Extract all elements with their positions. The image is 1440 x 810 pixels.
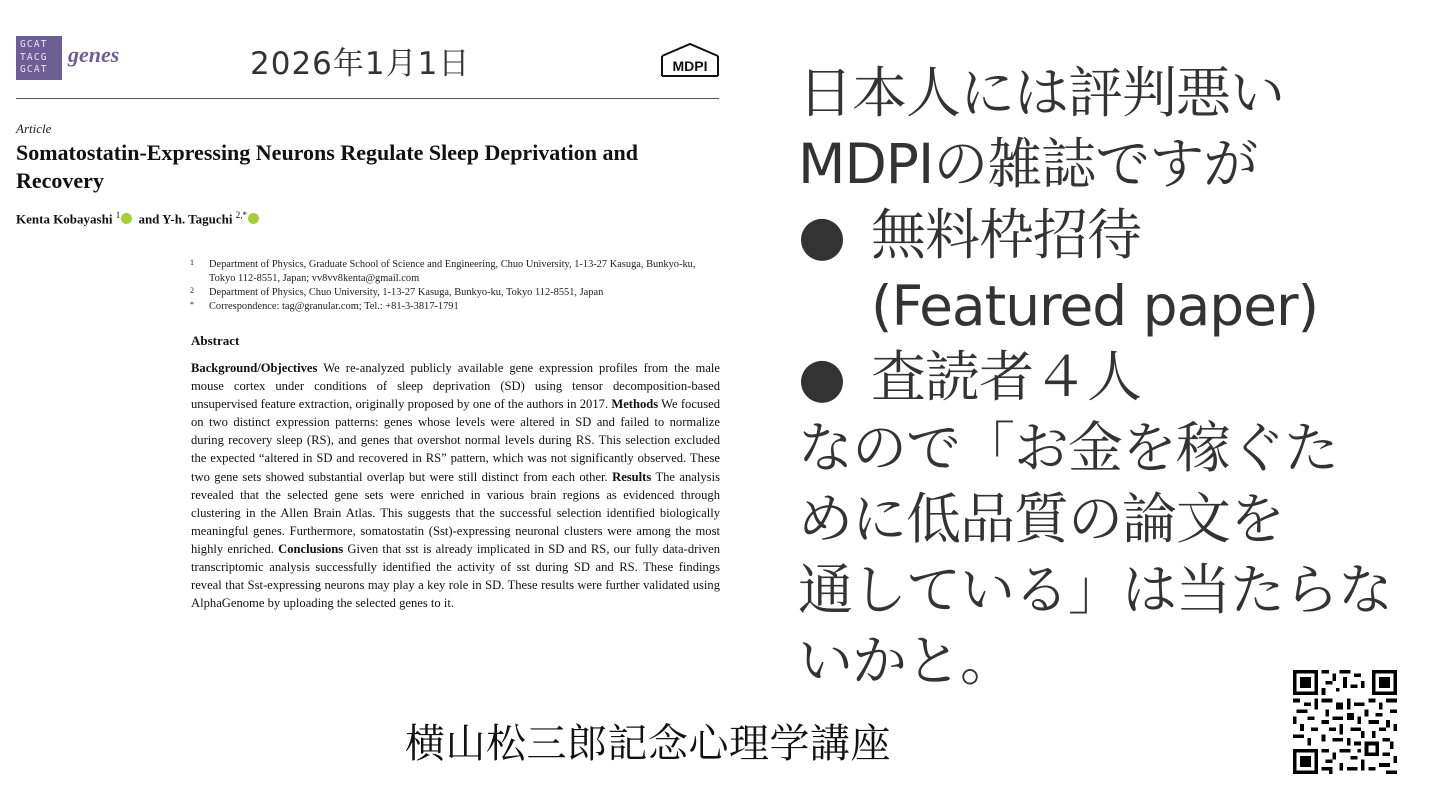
affiliation-text: Department of Physics, Graduate School of Science and Engineering, Chuo University, 1-13-27 Kasuga, Bunkyo-ku, Tokyo 112-8551, Japan; vv8vv8kenta@gmail.com: [209, 259, 696, 284]
affiliation-item: [190, 258, 720, 286]
abstract-bg-text: We re-analyzed publicly available gene expression profiles from the male mouse cortex under conditions of sleep deprivation (SD) using tensor decomposition-based unsupervised feature extraction, originally proposed by one of the authors in 2017.: [191, 361, 720, 412]
abstract-body: [191, 359, 720, 612]
author-affil-mark: 1: [115, 210, 121, 220]
paper-title: Somatostatin-Expressing Neurons Regulate Sleep Deprivation and Recovery: [16, 140, 638, 193]
abstract-methods-label: Methods: [611, 397, 659, 412]
abstract-heading: Abstract: [191, 333, 240, 348]
logo-row: TACG: [20, 51, 48, 63]
message-line: MDPIの雑誌ですが: [798, 132, 1258, 196]
affiliation-item: [190, 300, 720, 314]
date-stamp: 2026年1月1日: [250, 46, 471, 82]
author-affil-mark: 2,*: [235, 210, 248, 220]
qr-code-icon[interactable]: [1293, 670, 1397, 774]
bullet-icon: ●: [798, 203, 845, 267]
affiliation-mark: 2: [190, 286, 194, 295]
affiliation-mark: *: [190, 300, 194, 309]
article-type: Article: [16, 121, 52, 136]
message-line: 日本人には評判悪い: [798, 61, 1285, 125]
bullet-text: 査読者４人: [871, 345, 1142, 409]
message-line: いかと。: [798, 629, 1015, 693]
bullet-text: 無料枠招待: [871, 203, 1142, 267]
journal-name: genes: [68, 42, 120, 67]
message-line: なので「お金を稼ぐた: [798, 416, 1339, 480]
author-name: Kenta Kobayashi: [16, 211, 113, 227]
affiliation-list: [190, 258, 720, 314]
affiliation-mark: 1: [190, 258, 194, 267]
abstract-bg-label: Background/Objectives: [191, 361, 318, 375]
bullet-item: [798, 342, 1438, 413]
abstract-conclusions-text: Given that sst is already implicated in SD and RS, our fully data-driven transcriptomic analysis successfully identified the activity of sst during SD and RS. These findings reveal that Sst-expressing neurons may play a key role in SD. These results were further validated using AlphaGenome by uploading the selected genes to it.: [191, 541, 720, 611]
message-line: めに低品質の論文を: [798, 487, 1285, 551]
affiliation-item: [190, 286, 720, 300]
abstract-methods-text: We focused on two distinct expression patterns: genes whose levels were altered in SD and failed to normalize during recovery sleep (RS), and genes that overshot normal levels during RS. This selection excluded the expected “altered in SD and recovered in RS” pattern, which was not significantly observed. These two gene sets showed substantial overlap but were still distinct from each other.: [191, 397, 721, 484]
affiliation-text: Correspondence: tag@granular.com; Tel.: +81-3-3817-1791: [209, 301, 459, 312]
logo-row: GCAT: [20, 64, 48, 75]
publisher-name: MDPI: [672, 58, 708, 74]
journal-logo-icon: [16, 36, 62, 80]
logo-row: GCAT: [20, 39, 48, 50]
orcid-icon[interactable]: [248, 213, 259, 224]
orcid-icon[interactable]: [121, 213, 132, 224]
affiliation-text: Department of Physics, Chuo University, 1-13-27 Kasuga, Bunkyo-ku, Tokyo 112-8551, Japan: [209, 287, 604, 298]
author-line: [16, 210, 262, 227]
message-line: 通している」は当たらな: [798, 558, 1393, 622]
abstract-results-label: Results: [612, 469, 652, 484]
slide-message: [798, 58, 1438, 697]
abstract-conclusions-label: Conclusions: [278, 541, 344, 556]
footer-label: 横山松三郎記念心理学講座: [405, 721, 891, 767]
bullet-subtext: (Featured paper): [871, 274, 1319, 338]
header-divider: [16, 98, 719, 99]
bullet-icon: ●: [798, 345, 845, 409]
abstract-results-text: The analysis revealed that the selected gene sets were enriched in various brain regions as evidenced through clustering in the Allen Brain Atlas. This suggests that the successful selection identified biologically meaningful genes. Furthermore, somatostatin (Sst)-expressing neuronal clusters were among the most highly enriched.: [191, 469, 720, 556]
publisher-logo: [660, 42, 720, 80]
bullet-item: [798, 200, 1438, 271]
author-name: and Y-h. Taguchi: [138, 211, 233, 227]
